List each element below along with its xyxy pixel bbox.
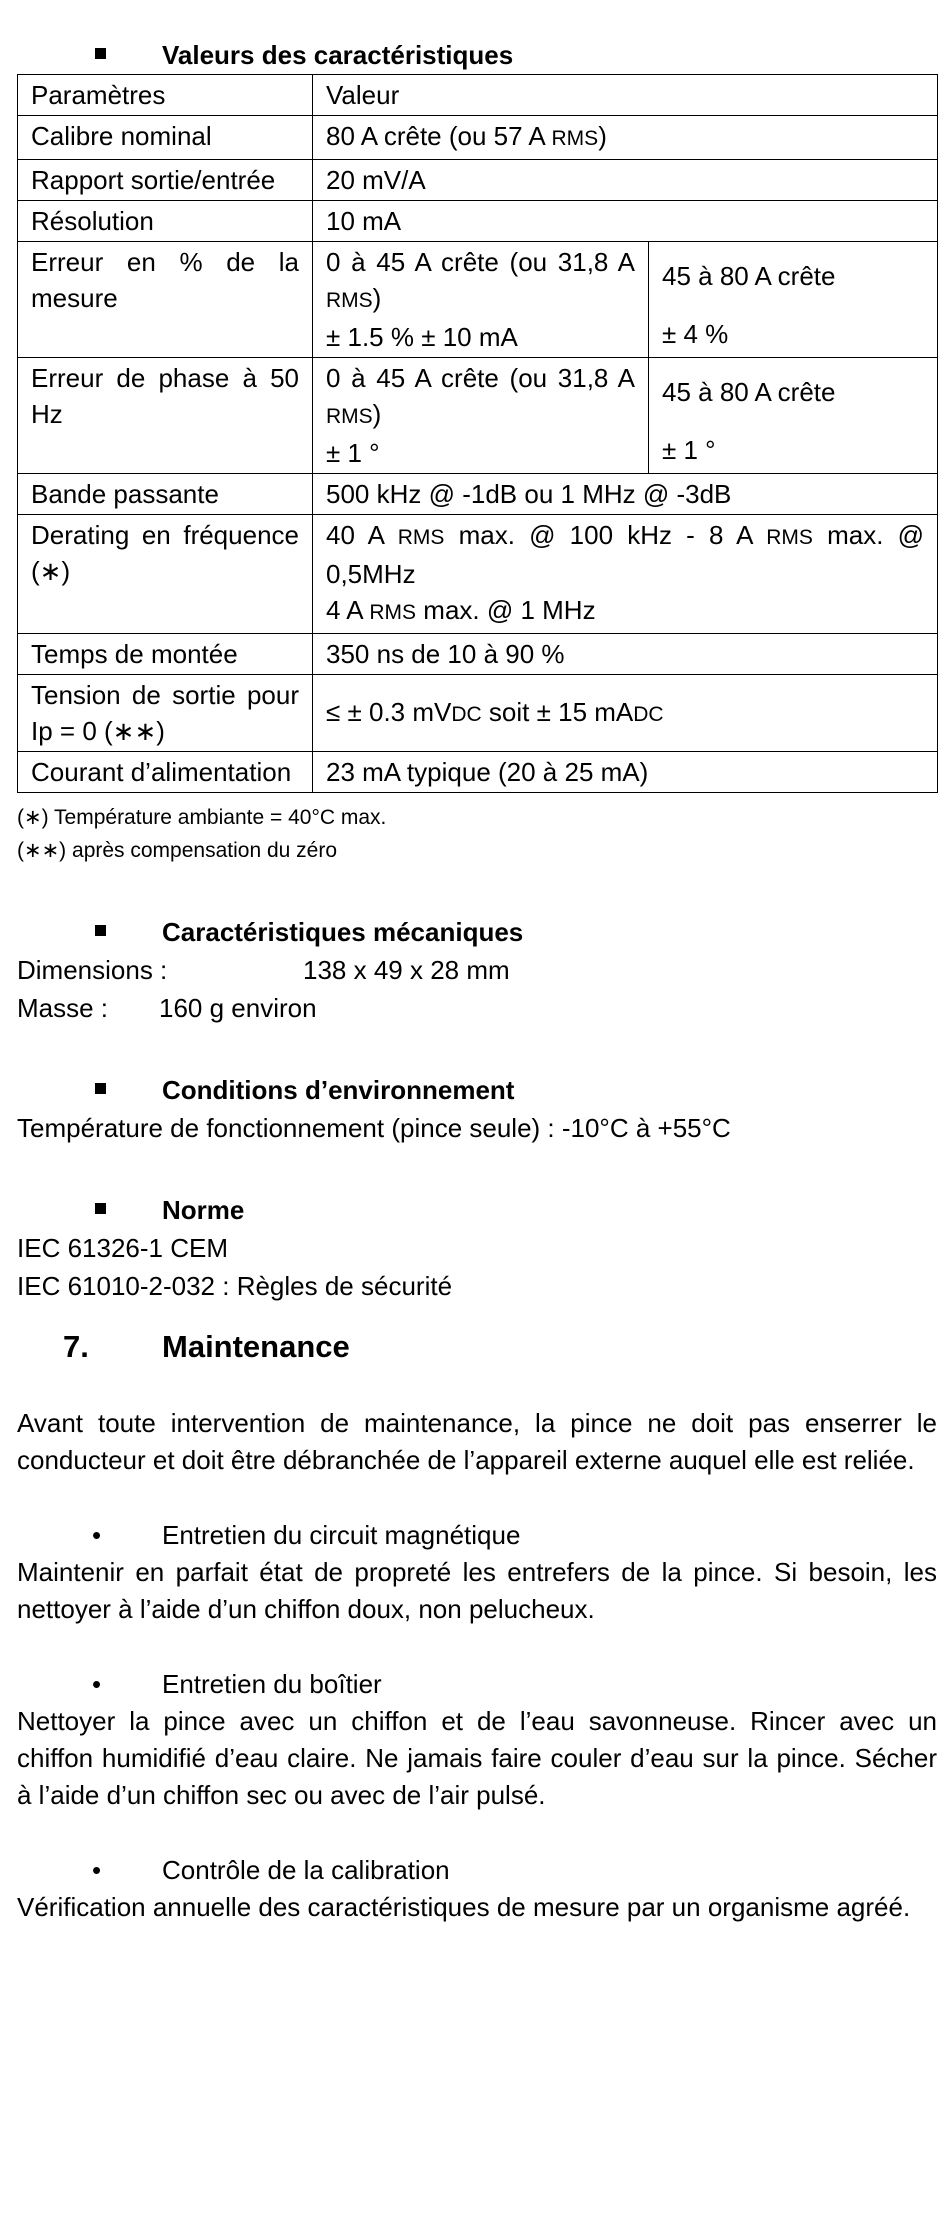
row-label: Tension de sortie pour Ip = 0 (∗∗)	[18, 675, 313, 752]
env-heading: Conditions d’environnement	[17, 1075, 937, 1109]
row-label: Temps de montée	[18, 634, 313, 675]
bullet-icon: •	[92, 1855, 102, 1885]
row-value: 20 mV/A	[313, 160, 938, 201]
table-row	[18, 358, 938, 474]
row-value-2: 45 à 80 A crête ± 1 °	[649, 358, 938, 474]
square-bullet-icon	[95, 1203, 106, 1214]
list-item: • Entretien du circuit magnétique	[17, 1517, 937, 1554]
note-line: (∗∗) après compensation du zéro	[17, 839, 338, 862]
row-value-2: 45 à 80 A crête ± 4 %	[649, 242, 938, 358]
row-value: 10 mA	[313, 201, 938, 242]
row-value: 80 A crête (ou 57 A RMS)	[313, 116, 938, 160]
row-label: Calibre nominal	[18, 116, 313, 160]
row-label: Derating en fréquence (∗)	[18, 515, 313, 634]
item-text: Maintenir en parfait état de propreté les entrefers de la pince. Si besoin, les nettoyer à l’aide d’un chiffon doux, non pelucheux.	[17, 1557, 937, 1624]
bullet-icon: •	[92, 1520, 102, 1550]
row-value: 23 mA typique (20 à 25 mA)	[313, 752, 938, 793]
square-bullet-icon	[95, 1083, 106, 1094]
row-value: 0 à 45 A crête (ou 31,8 A RMS) ± 1.5 % ± 10 mA	[313, 242, 649, 358]
row-value: ≤ ± 0.3 mVDC soit ± 15 mADC	[313, 675, 938, 752]
row-label: Bande passante	[18, 474, 313, 515]
list-item: • Contrôle de la calibration	[17, 1852, 937, 1889]
table-row	[18, 201, 938, 242]
bullet-icon: •	[92, 1669, 102, 1699]
section-title: 7. Maintenance	[63, 1329, 350, 1364]
table-row	[18, 160, 938, 201]
table-row	[18, 634, 938, 675]
document-page	[17, 0, 937, 1926]
table-row	[18, 75, 938, 116]
note-line: (∗) Température ambiante = 40°C max.	[17, 806, 387, 829]
row-value: 40 A RMS max. @ 100 kHz - 8 A RMS max. @ 0,5MHz 4 A RMS max. @ 1 MHz	[313, 515, 938, 634]
square-bullet-icon	[95, 925, 106, 936]
row-value: 500 kHz @ -1dB ou 1 MHz @ -3dB	[313, 474, 938, 515]
table-row	[18, 116, 938, 160]
header-value: Valeur	[313, 75, 938, 116]
meca-heading: Caractéristiques mécaniques	[17, 917, 937, 951]
row-label: Erreur de phase à 50 Hz	[18, 358, 313, 474]
row-label: Rapport sortie/entrée	[18, 160, 313, 201]
item-text: Nettoyer la pince avec un chiffon et de l’eau savonneuse. Rincer avec un chiffon humidifié d’eau claire. Ne jamais faire couler d’eau sur la pince. Sécher à l’aide d’un chiffon sec ou avec de l’air pulsé.	[17, 1706, 937, 1810]
maintenance-intro: Avant toute intervention de maintenance, la pince ne doit pas enserrer le conducteur et doit être débranchée de l’appareil externe auquel elle est reliée.	[17, 1408, 937, 1475]
specs-table	[17, 74, 938, 793]
norme-line: IEC 61010-2-032 : Règles de sécurité	[17, 1271, 453, 1301]
list-item: • Entretien du boîtier	[17, 1666, 937, 1703]
item-text: Vérification annuelle des caractéristiques de mesure par un organisme agréé.	[17, 1892, 911, 1922]
row-label: Courant d’alimentation	[18, 752, 313, 793]
row-label: Erreur en % de la mesure	[18, 242, 313, 358]
row-value: 350 ns de 10 à 90 %	[313, 634, 938, 675]
table-row	[18, 752, 938, 793]
table-row	[18, 675, 938, 752]
norme-line: IEC 61326-1 CEM	[17, 1233, 228, 1263]
row-value: 0 à 45 A crête (ou 31,8 A RMS) ± 1 °	[313, 358, 649, 474]
table-row	[18, 515, 938, 634]
env-text: Température de fonctionnement (pince seule) : -10°C à +55°C	[17, 1113, 731, 1143]
masse-line: Masse : 160 g environ	[17, 993, 317, 1023]
specs-heading: Valeurs des caractéristiques	[17, 40, 937, 74]
table-notes	[17, 801, 937, 867]
header-param: Paramètres	[18, 75, 313, 116]
row-label: Résolution	[18, 201, 313, 242]
dimensions-line: Dimensions : 138 x 49 x 28 mm	[17, 955, 510, 985]
norme-heading: Norme	[17, 1195, 937, 1229]
table-row	[18, 242, 938, 358]
table-row	[18, 474, 938, 515]
square-bullet-icon	[95, 48, 106, 59]
